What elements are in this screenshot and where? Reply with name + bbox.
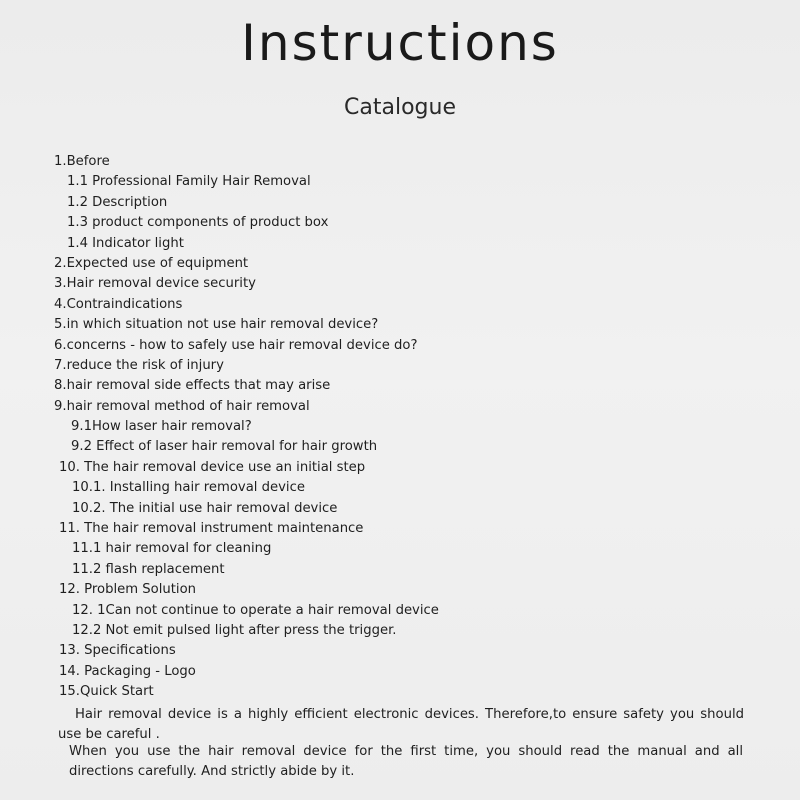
toc-item: 9.hair removal method of hair removal bbox=[54, 398, 310, 414]
catalogue-heading: Catalogue bbox=[344, 95, 456, 120]
toc-item: 2.Expected use of equipment bbox=[54, 255, 249, 271]
toc-item: 1.2 Description bbox=[67, 194, 168, 210]
toc-item: 12. Problem Solution bbox=[59, 582, 196, 598]
toc-item: 8.hair removal side effects that may arise bbox=[54, 378, 331, 394]
toc-item: 6.concerns - how to safely use hair removal device do? bbox=[54, 337, 418, 353]
toc-item: 4.Contraindications bbox=[54, 296, 183, 312]
toc-item: 10.1. Installing hair removal device bbox=[72, 480, 305, 496]
intro-paragraph: Hair removal device is a highly efficient electronic devices. Therefore,to ensure safety you should use be careful . bbox=[58, 707, 744, 742]
toc-item: 13. Specifications bbox=[59, 643, 176, 659]
toc-item: 12. 1Can not continue to operate a hair removal device bbox=[72, 602, 439, 618]
first-use-paragraph: When you use the hair removal device for the first time, you should read the manual and all directions carefully. And strictly abide by it. bbox=[69, 744, 743, 779]
toc-item: 15.Quick Start bbox=[59, 684, 154, 700]
toc-item: 11.2 flash replacement bbox=[72, 561, 225, 577]
toc-item: 3.Hair removal device security bbox=[54, 276, 256, 292]
table-of-contents bbox=[0, 152, 800, 703]
toc-item: 11.1 hair removal for cleaning bbox=[72, 541, 272, 557]
toc-item: 1.1 Professional Family Hair Removal bbox=[67, 174, 311, 190]
toc-item: 9.1How laser hair removal? bbox=[71, 419, 252, 435]
toc-item: 9.2 Effect of laser hair removal for hair growth bbox=[71, 439, 378, 455]
toc-item: 10. The hair removal device use an initial step bbox=[59, 459, 366, 475]
toc-item: 1.3 product components of product box bbox=[67, 215, 329, 231]
toc-item: 10.2. The initial use hair removal device bbox=[72, 500, 338, 516]
toc-item: 12.2 Not emit pulsed light after press the trigger. bbox=[72, 622, 397, 638]
toc-item: 1.Before bbox=[54, 154, 110, 169]
toc-item: 14. Packaging - Logo bbox=[59, 663, 196, 679]
toc-item: 7.reduce the risk of injury bbox=[54, 357, 224, 373]
toc-item: 1.4 Indicator light bbox=[67, 235, 184, 251]
page-title: Instructions bbox=[241, 14, 559, 72]
toc-item: 11. The hair removal instrument maintenance bbox=[59, 521, 364, 537]
toc-item: 5.in which situation not use hair removal device? bbox=[54, 317, 379, 333]
